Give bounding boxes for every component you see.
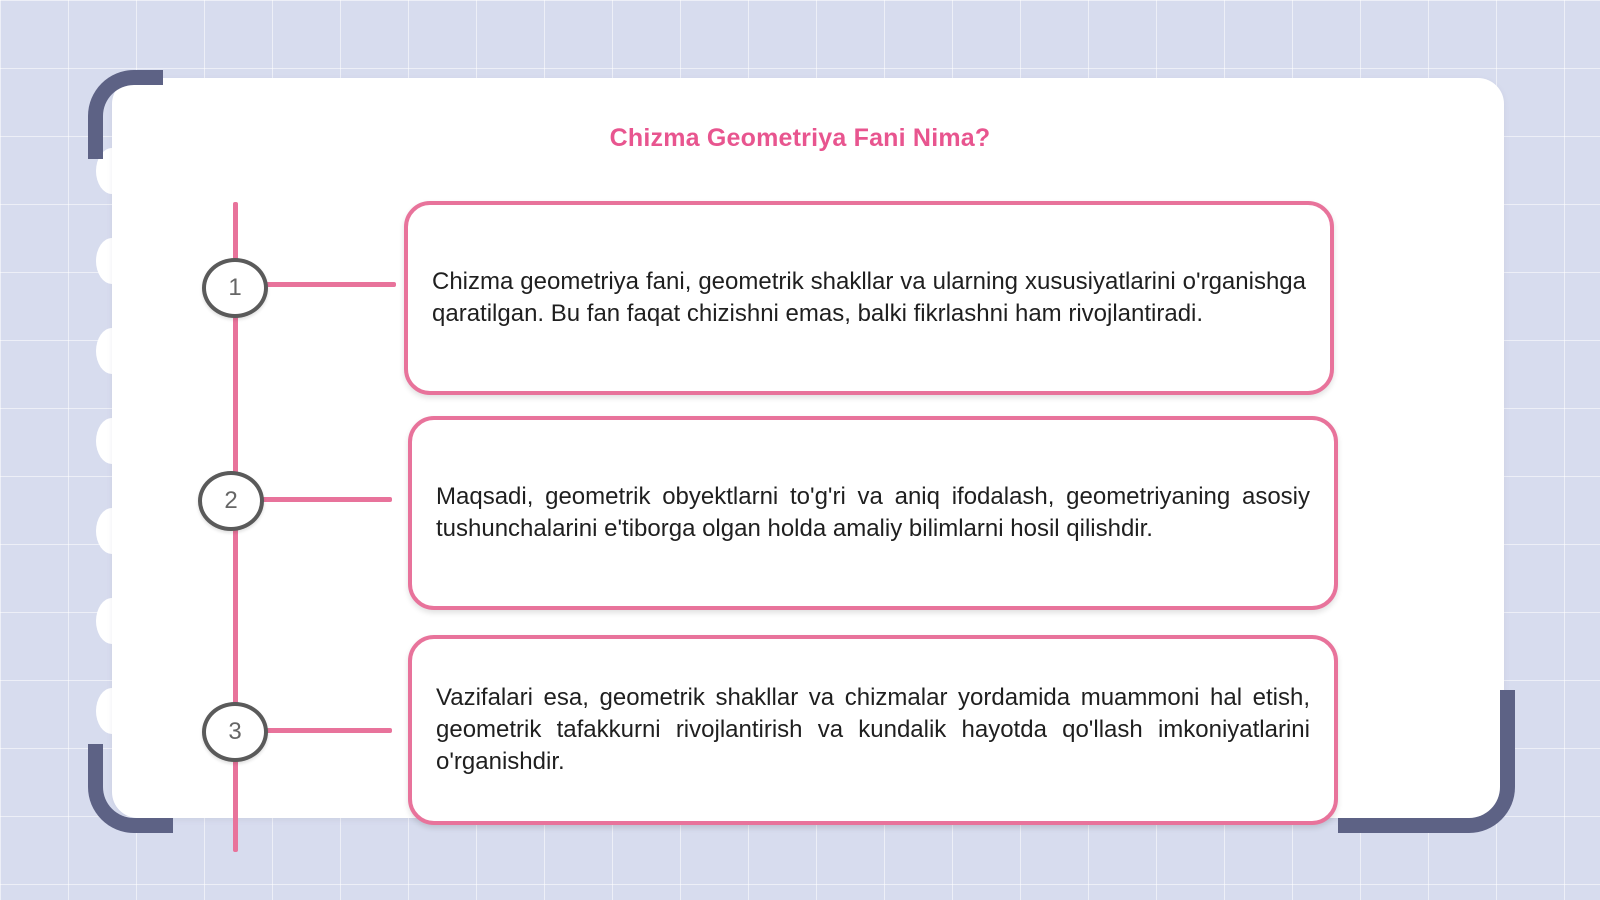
timeline-connector	[262, 497, 392, 502]
info-box-3	[408, 635, 1338, 825]
corner-bracket-bottom-left	[88, 744, 173, 833]
info-text: Vazifalari esa, geometrik shakllar va chizmalar yordamida muammoni hal etish, geometrik tafakkurni rivojlantirish va kundalik hayotda qo'llash imkoniyatlarini o'rganishdir.	[436, 684, 1310, 775]
step-number-badge: 1	[202, 258, 268, 318]
step-number-badge: 2	[198, 471, 264, 531]
info-text: Maqsadi, geometrik obyektlarni to'g'ri va aniq ifodalash, geometriyaning asosiy tushunchalarini e'tiborga olgan holda amaliy bilimlarni hosil qilishdir.	[436, 483, 1310, 542]
info-text: Chizma geometriya fani, geometrik shakllar va ularning xususiyatlarini o'rganishga qaratilgan. Bu fan faqat chizishni emas, balki fikrlashni ham rivojlantiradi.	[432, 268, 1306, 327]
corner-bracket-bottom-right	[1338, 690, 1515, 833]
info-box-1	[404, 201, 1334, 395]
timeline-connector	[266, 728, 392, 733]
slide-title: Chizma Geometriya Fani Nima?	[609, 124, 991, 152]
info-box-2	[408, 416, 1338, 610]
step-number-badge: 3	[202, 702, 268, 762]
timeline-connector	[266, 282, 396, 287]
